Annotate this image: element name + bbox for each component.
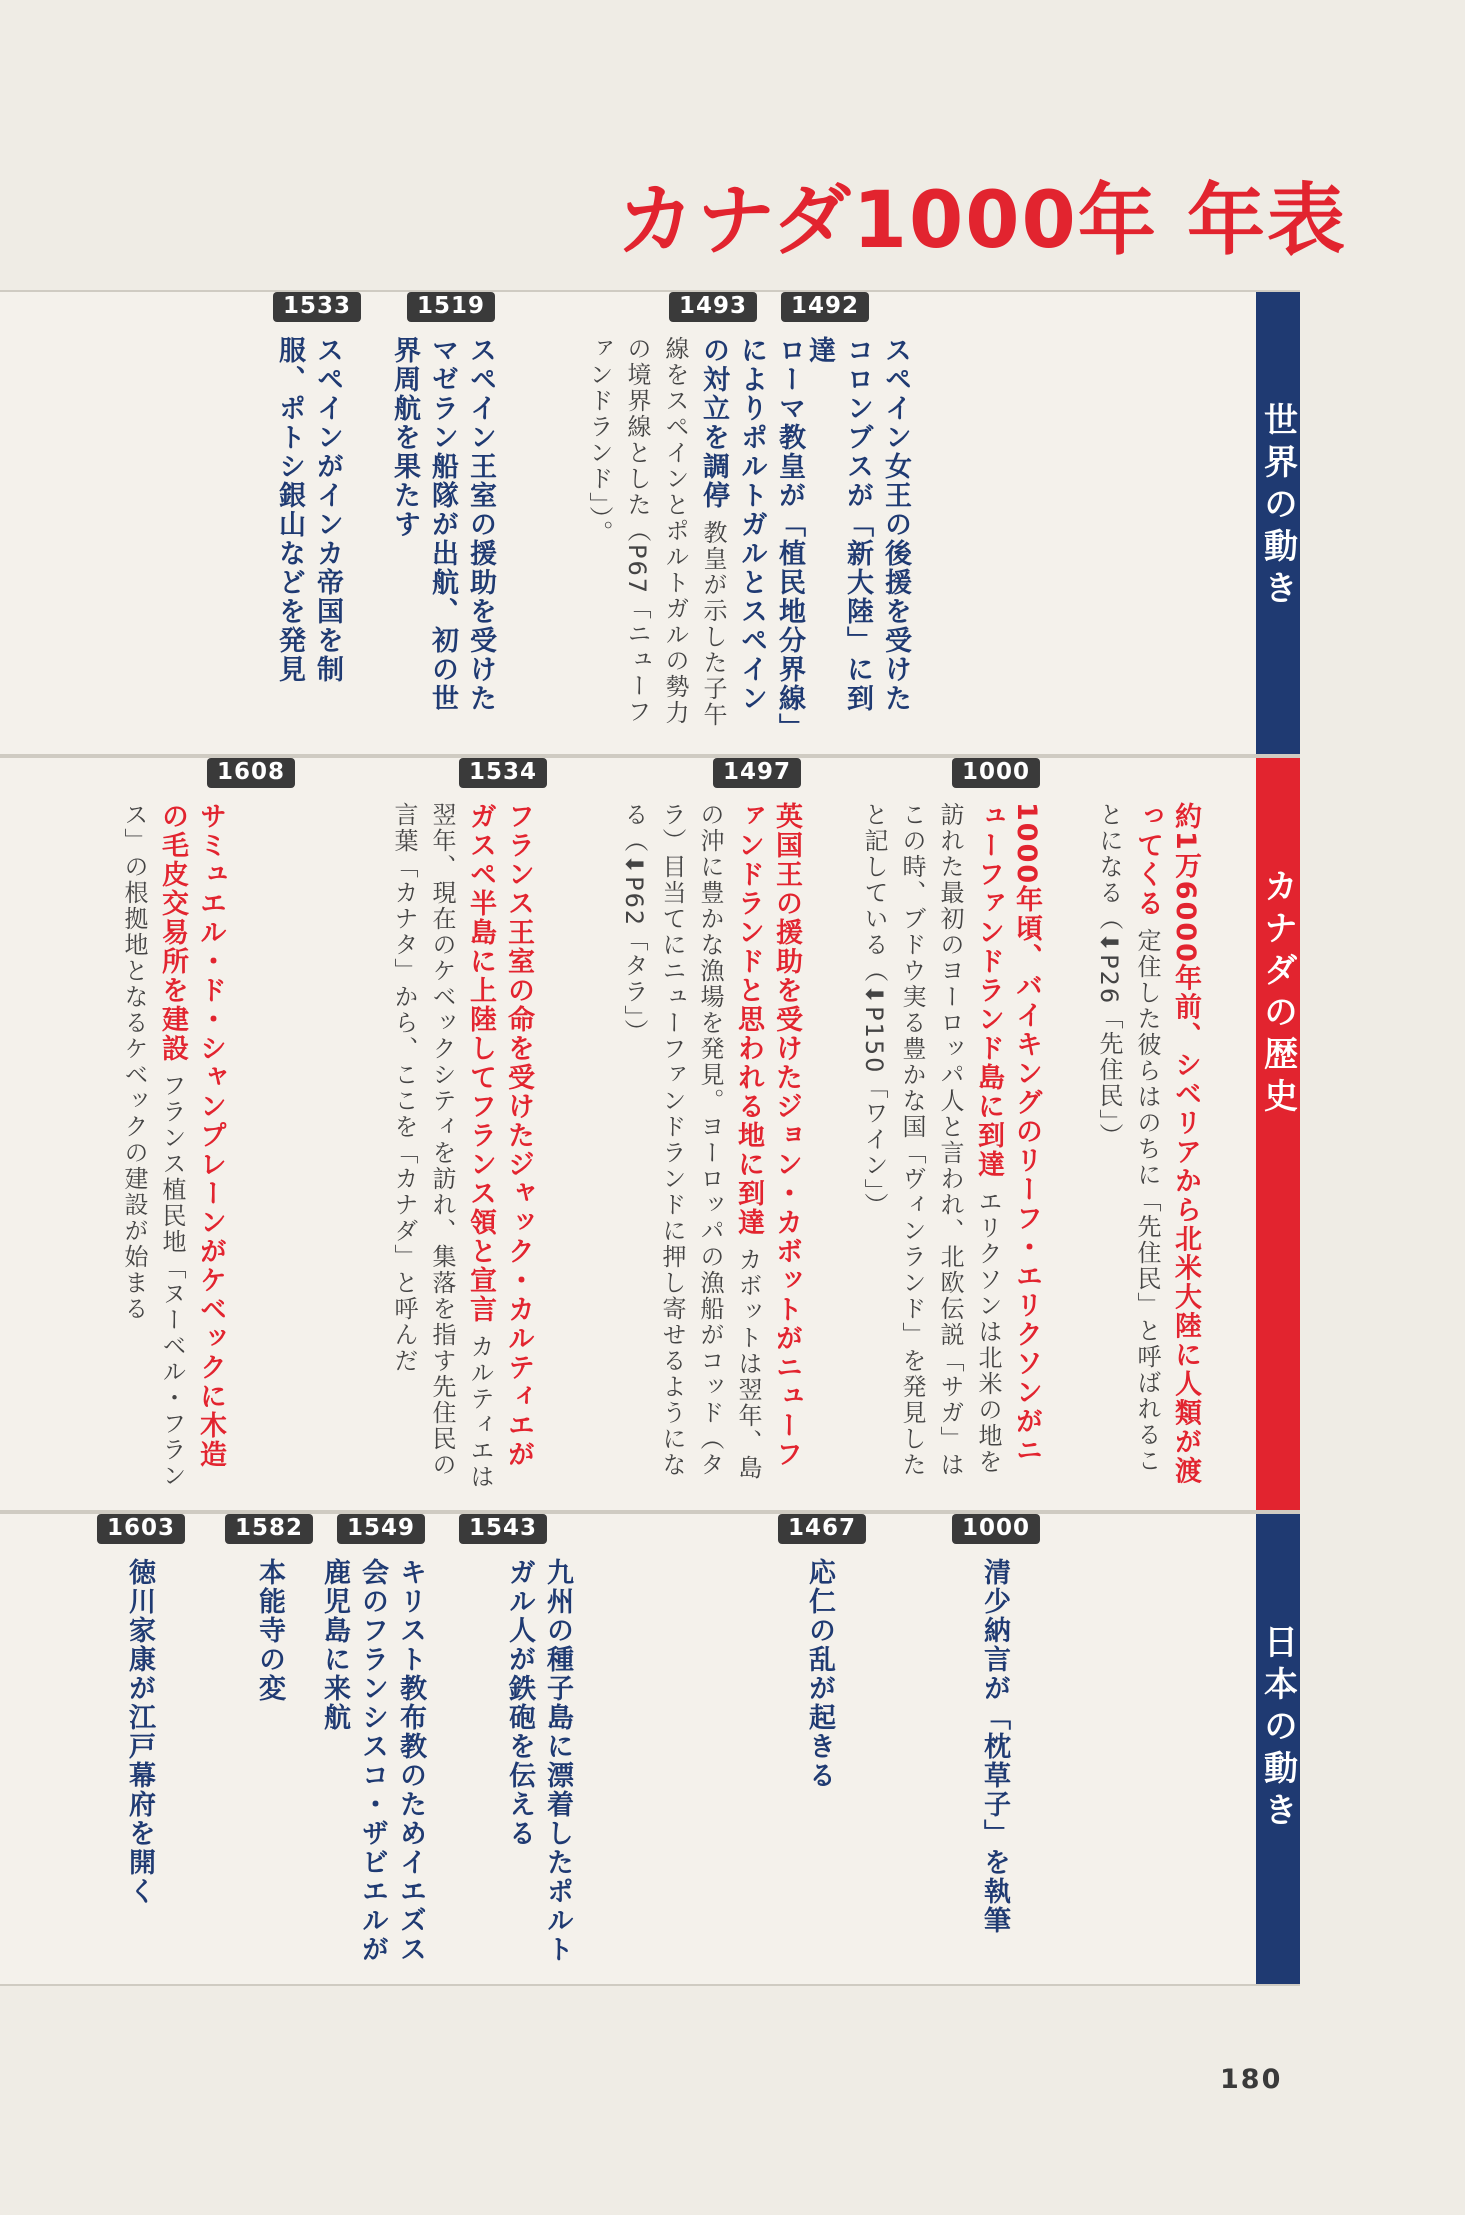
japan-entry-1467: [800, 1558, 838, 1968]
event-headline: フランス王室の命を受けたジャック・カルティエがガスペ半島に上陸してフランス領と宣言: [465, 802, 534, 1469]
event-headline: 応仁の乱が起きる: [804, 1558, 835, 1790]
year-badge: 1533: [273, 292, 361, 322]
event-headline: 徳川家康が江戸幕府を開く: [124, 1558, 155, 1906]
japan-events-label: 日本の動き: [1256, 1514, 1300, 1984]
year-badge: 1582: [225, 1514, 313, 1544]
event-note: 定住した彼らはのちに「先住民」と呼ばれることになる（⬇P26「先住民」）: [1095, 802, 1161, 1474]
event-note: 教皇が示した子午線をスペインとポルトガルの勢力の境界線とした（P67「ニューファンドランド」）。: [585, 336, 727, 728]
event-note: フランス植民地「ヌーベル・フランス」の根拠地となるケベックの建設が始まる: [120, 802, 186, 1489]
year-badge: 1467: [778, 1514, 866, 1544]
event-headline: 約1万6000年前、シベリアから北米大陸に人類が渡ってくる: [1132, 802, 1201, 1486]
canada-entry-1534: [385, 802, 537, 1492]
event-headline: スペイン女王の後援を受けたコロンブスが「新大陸」に到達: [804, 336, 911, 713]
world-events-label: 世界の動き: [1256, 292, 1300, 754]
year-badge: 1603: [97, 1514, 185, 1544]
event-headline: キリスト教布教のためイエズス会のフランシスコ・ザビエルが鹿児島に来航: [319, 1558, 426, 1964]
event-headline: 九州の種子島に漂着したポルトガル人が鉄砲を伝える: [504, 1558, 573, 1964]
year-badge: 1608: [207, 758, 295, 788]
year-badge: 1000: [952, 1514, 1040, 1544]
year-badge: 1543: [459, 1514, 547, 1544]
world-entry-1519: [385, 336, 499, 736]
canada-entry-1497: [615, 802, 805, 1492]
world-entry-1492: [800, 336, 914, 736]
japan-entry-1549: [315, 1558, 429, 1968]
event-headline: サミュエル・ド・シャンプレーンがケベックに木造の毛皮交易所を建設: [157, 802, 226, 1469]
event-note: エリクソンは北米の地を訪れた最初のヨーロッパ人と言われ、北欧伝説「サガ」はこの時、ブドウ実る豊かな国「ヴィンランド」を発見したと記している（⬇P150「ワイン」）: [860, 802, 1002, 1478]
japan-entry-1543: [500, 1558, 576, 1968]
event-headline: 清少納言が「枕草子」を執筆: [979, 1558, 1010, 1935]
event-headline: 本能寺の変: [254, 1558, 285, 1703]
event-headline: 1000年頃、バイキングのリーフ・エリクソンがニューファンドランド島に到達: [973, 802, 1042, 1466]
japan-entry-1000: [975, 1558, 1013, 1968]
canada-entry-prehistory: [1090, 802, 1204, 1492]
canada-entry-1608: [115, 802, 229, 1492]
event-headline: ローマ教皇が「植民地分界線」によりポルトガルとスペインの対立を調停: [698, 336, 805, 729]
year-badge: 1493: [669, 292, 757, 322]
page-number: 180: [1220, 2064, 1283, 2095]
event-headline: 英国王の援助を受けたジョン・カボットがニューファンドランドと思われる地に到達: [733, 802, 802, 1469]
world-entry-1533: [270, 336, 346, 736]
event-note: カルティエは翌年、現在のケベックシティを訪れ、集落を指す先住民の言葉「カナタ」から、ここを「カナダ」と呼んだ: [390, 802, 494, 1490]
event-headline: スペインがインカ帝国を制服、ポトシ銀山などを発見: [274, 336, 343, 684]
year-badge: 1497: [713, 758, 801, 788]
canada-history-section: [0, 756, 1300, 1512]
year-badge: 1519: [407, 292, 495, 322]
year-badge: 1000: [952, 758, 1040, 788]
world-events-section: [0, 290, 1300, 756]
canada-entry-1000: [855, 802, 1045, 1492]
year-badge: 1534: [459, 758, 547, 788]
japan-entry-1603: [120, 1558, 158, 1968]
year-badge: 1492: [781, 292, 869, 322]
japan-events-section: [0, 1512, 1300, 1986]
world-entry-1493: [580, 336, 808, 736]
page-title: カナダ1000年 年表: [616, 176, 1347, 266]
canada-history-label: カナダの歴史: [1256, 758, 1300, 1510]
event-headline: スペイン王室の援助を受けたマゼラン船隊が出航、初の世界周航を果たす: [389, 336, 496, 713]
event-note: カボットは翌年、島の沖に豊かな漁場を発見。ヨーロッパの漁船がコッド（タラ）目当てにニューファンドランドに押し寄せるようになる（⬇P62「タラ」）: [620, 802, 762, 1481]
japan-entry-1582: [250, 1558, 288, 1968]
year-badge: 1549: [337, 1514, 425, 1544]
